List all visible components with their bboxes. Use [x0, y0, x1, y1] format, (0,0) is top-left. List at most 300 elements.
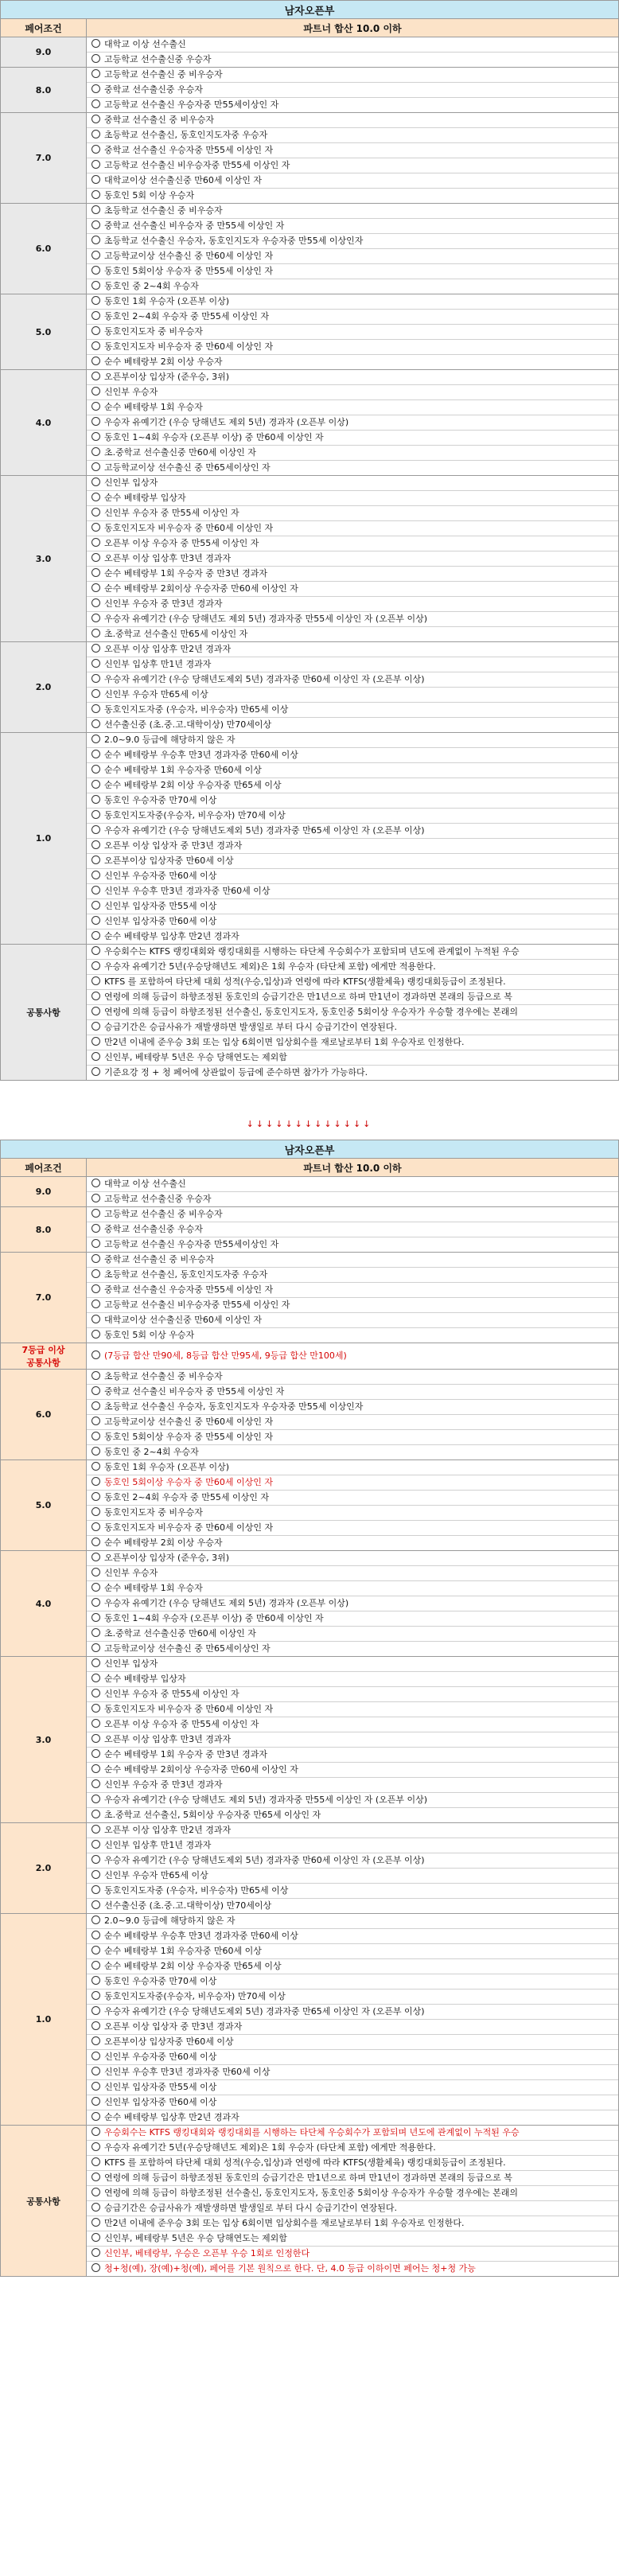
condition-item	[87, 1460, 618, 1475]
condition-text: (7등급 합산 만90세, 8등급 합산 만95세, 9등급 합산 만100세)	[104, 1350, 347, 1361]
condition-text: 중학교 선수출신 우승자중 만55세 이상인 자	[104, 1284, 274, 1295]
circle-bullet-icon	[91, 99, 100, 108]
condition-text: 순수 베테랑부 2회이상 우승자중 만60세 이상인 자	[104, 583, 298, 594]
condition-text: 초등학교 선수출신 중 비우승자	[104, 1371, 223, 1382]
circle-bullet-icon	[91, 115, 100, 123]
condition-text: 순수 베테랑부 2회이상 우승자중 만60세 이상인 자	[104, 1764, 298, 1775]
condition-item	[87, 1222, 618, 1237]
condition-item	[87, 1298, 618, 1313]
condition-text: 고등학교 선수출신중 우승자	[104, 1194, 212, 1204]
condition-item	[87, 264, 618, 279]
grade-label: 7등급 이상 공통사항	[1, 1343, 87, 1370]
condition-item	[87, 1596, 618, 1611]
circle-bullet-icon	[91, 553, 100, 562]
circle-bullet-icon	[91, 719, 100, 728]
condition-text: 고등학교 선수출신 비우승자중 만55세 이상인 자	[104, 1300, 290, 1310]
condition-text: 순수 베테랑부 1회 우승자 중 만3년 경과자	[104, 1749, 267, 1760]
circle-bullet-icon	[91, 1689, 100, 1697]
condition-text: 신인부, 베테랑부 5년은 우승 당해연도는 제외함	[104, 1052, 287, 1062]
condition-item	[87, 1283, 618, 1298]
condition-text: 동호인 5회 이상 우승자	[104, 1330, 195, 1340]
condition-item	[87, 158, 618, 173]
condition-item	[87, 1005, 618, 1020]
circle-bullet-icon	[91, 1417, 100, 1425]
grade-label: 1.0	[1, 1914, 87, 2126]
condition-item	[87, 294, 618, 310]
condition-text: 초.중학교 선수출신중 만60세 이상인 자	[104, 1628, 256, 1639]
condition-item	[87, 340, 618, 355]
circle-bullet-icon	[91, 190, 100, 199]
condition-text: 우승자 유예기간 (우승 당해년도제외 5년) 경과자중 만60세 이상인 자 (오픈부 이상)	[104, 1855, 425, 1865]
table-title: 남자오픈부	[1, 1, 619, 19]
circle-bullet-icon	[91, 2203, 100, 2212]
condition-text: 대학교 이상 선수출신	[104, 39, 186, 49]
condition-text: 오픈부 이상 입상후 만3년 경과자	[104, 553, 232, 563]
condition-item	[87, 249, 618, 264]
circle-bullet-icon	[91, 1598, 100, 1607]
circle-bullet-icon	[91, 1447, 100, 1456]
circle-bullet-icon	[91, 1432, 100, 1440]
circle-bullet-icon	[91, 2142, 100, 2151]
grade-label: 공통사항	[1, 945, 87, 1081]
circle-bullet-icon	[91, 69, 100, 78]
condition-item	[87, 1687, 618, 1702]
condition-text: 중학교 선수출신중 우승자	[104, 1224, 203, 1234]
grade-row	[1, 1460, 619, 1551]
circle-bullet-icon	[91, 130, 100, 138]
condition-text: 연령에 의해 등급이 하향조정된 선수출신, 동호인지도자, 동호인중 5회이상 우승자가 우승할 경우에는 본래의	[104, 1007, 518, 1017]
circle-bullet-icon	[91, 976, 100, 985]
circle-bullet-icon	[91, 1855, 100, 1864]
circle-bullet-icon	[91, 946, 100, 955]
grade-label: 9.0	[1, 1177, 87, 1207]
circle-bullet-icon	[91, 780, 100, 789]
condition-text: 오픈부이상 입상자중 만60세 이상	[104, 2036, 234, 2047]
condition-item	[87, 143, 618, 158]
grade-conditions	[87, 204, 619, 294]
condition-text: 초.중학교 선수출신, 5회이상 우승자중 만65세 이상인 자	[104, 1810, 321, 1820]
condition-text: 기준요강 정 + 청 페어에 상관없이 등급에 준수하면 참가가 가능하다.	[104, 1067, 368, 1078]
circle-bullet-icon	[91, 825, 100, 834]
condition-text: 중학교 선수출신 비우승자 중 만55세 이상인 자	[104, 1386, 285, 1397]
condition-text: 신인부 우승자 중 만55세 이상인 자	[104, 1689, 239, 1699]
condition-text: 신인부 입상자	[104, 477, 158, 488]
condition-item	[87, 975, 618, 990]
condition-text: 동호인 우승자중 만70세 이상	[104, 1976, 217, 1986]
condition-item	[87, 1732, 618, 1748]
condition-item	[87, 355, 618, 369]
condition-item	[87, 869, 618, 884]
condition-text: KTFS 를 포함하여 타단체 대회 성적(우승,입상)과 연령에 따라 KTFS(생활체육) 랭킹대회등급이 조정된다.	[104, 2157, 506, 2168]
grade-row	[1, 204, 619, 294]
condition-item	[87, 1611, 618, 1627]
condition-text: 동호인지도자 중 비우승자	[104, 1507, 203, 1518]
circle-bullet-icon	[91, 1350, 100, 1359]
condition-text: 오픈부이상 입상자 (준우승, 3위)	[104, 1553, 230, 1563]
condition-text: 동호인 1~4회 우승자 (오픈부 이상) 중 만60세 이상인 자	[104, 432, 324, 442]
grade-conditions	[87, 1253, 619, 1343]
condition-text: 순수 베테랑부 1회 우승자중 만60세 이상	[104, 1946, 262, 1956]
condition-item	[87, 1445, 618, 1459]
condition-text: 신인부 우승자 만65세 이상	[104, 1870, 208, 1880]
grade-conditions	[87, 37, 619, 68]
condition-item	[87, 1974, 618, 1989]
condition-item	[87, 98, 618, 112]
condition-item	[87, 703, 618, 718]
circle-bullet-icon	[91, 1007, 100, 1015]
condition-text: 순수 베테랑부 2회 이상 우승자	[104, 1537, 223, 1548]
circle-bullet-icon	[91, 2112, 100, 2121]
circle-bullet-icon	[91, 2173, 100, 2181]
circle-bullet-icon	[91, 1674, 100, 1682]
condition-item	[87, 219, 618, 234]
condition-text: 동호인지도자 중 비우승자	[104, 326, 203, 337]
grade-row	[1, 733, 619, 945]
circle-bullet-icon	[91, 2127, 100, 2136]
condition-item	[87, 748, 618, 763]
condition-text: 동호인 1회 우승자 (오픈부 이상)	[104, 1462, 230, 1472]
condition-text: 오픈부 이상 입상후 만2년 경과자	[104, 1825, 232, 1835]
condition-text: 우승자 유예기간 5년(우승당해년도 제외)은 1회 우승자 (타단체 포함) 에게만 적용한다.	[104, 2142, 436, 2153]
condition-text: 동호인 중 2~4회 우승자	[104, 1447, 199, 1457]
condition-item	[87, 1657, 618, 1672]
condition-text: 동호인 1~4회 우승자 (오픈부 이상) 중 만60세 이상인 자	[104, 1613, 324, 1623]
grade-label: 7.0	[1, 1253, 87, 1343]
condition-text: 우승자 유예기간 5년(우승당해년도 제외)은 1회 우승자 (타단체 포함) 에게만 적용한다.	[104, 961, 436, 972]
condition-text: 초등학교 선수출신 우승자, 동호인지도자 우승자중 만55세 이상인자	[104, 1401, 364, 1412]
condition-item	[87, 536, 618, 551]
condition-item	[87, 1253, 618, 1268]
circle-bullet-icon	[91, 357, 100, 365]
header-pair-condition: 페어조건	[1, 1159, 87, 1177]
circle-bullet-icon	[91, 2233, 100, 2242]
circle-bullet-icon	[91, 1840, 100, 1849]
condition-item	[87, 824, 618, 839]
circle-bullet-icon	[91, 387, 100, 396]
condition-item	[87, 2186, 618, 2201]
condition-text: 중학교 선수출신 비우승자 중 만55세 이상인 자	[104, 220, 285, 231]
condition-item	[87, 1944, 618, 1959]
circle-bullet-icon	[91, 961, 100, 970]
condition-item	[87, 839, 618, 854]
grade-row	[1, 113, 619, 204]
condition-item	[87, 763, 618, 778]
condition-text: 신인부 입상후 만1년 경과자	[104, 659, 212, 669]
condition-item	[87, 1853, 618, 1869]
condition-item	[87, 173, 618, 189]
circle-bullet-icon	[91, 1194, 100, 1202]
condition-text: 우승회수는 KTFS 랭킹대회와 랭킹대회를 시행하는 타단체 우승회수가 포함되며 년도에 관계없이 누적된 우승	[104, 946, 520, 957]
condition-item	[87, 778, 618, 793]
condition-item	[87, 400, 618, 415]
condition-text: 순수 베테랑부 우승후 만3년 경과자중 만60세 이상	[104, 750, 298, 760]
condition-text: 동호인지도자 비우승자 중 만60세 이상인 자	[104, 523, 274, 533]
circle-bullet-icon	[91, 1885, 100, 1894]
circle-bullet-icon	[91, 704, 100, 713]
circle-bullet-icon	[91, 2248, 100, 2257]
condition-text: 신인부 우승후 만3년 경과자중 만60세 이상	[104, 2067, 271, 2077]
condition-item	[87, 642, 618, 657]
condition-item	[87, 1838, 618, 1853]
condition-text: 오픈부 이상 입상후 만3년 경과자	[104, 1734, 232, 1744]
circle-bullet-icon	[91, 735, 100, 743]
circle-bullet-icon	[91, 1704, 100, 1713]
condition-item	[87, 1385, 618, 1400]
circle-bullet-icon	[91, 1401, 100, 1410]
condition-item	[87, 1370, 618, 1385]
condition-text: 순수 베테랑부 2회 이상 우승자중 만65세 이상	[104, 780, 282, 790]
condition-item	[87, 2110, 618, 2125]
grade-conditions	[87, 476, 619, 642]
condition-item	[87, 1192, 618, 1206]
grade-conditions	[87, 945, 619, 1081]
condition-text: 우승자 유예기간 (우승 당해년도제외 5년) 경과자중 만65세 이상인 자 (오픈부 이상)	[104, 2006, 425, 2017]
circle-bullet-icon	[91, 462, 100, 471]
condition-text: 동호인 2~4회 우승자 중 만55세 이상인 자	[104, 1492, 269, 1502]
condition-text: 승급기간은 승급사유가 재발생하면 발생일로 부터 다시 승급기간이 연장된다.	[104, 2203, 398, 2213]
grade-label: 2.0	[1, 642, 87, 733]
condition-item	[87, 929, 618, 944]
grade-conditions	[87, 1657, 619, 1823]
grade-row	[1, 945, 619, 1081]
condition-text: 순수 베테랑부 1회 우승자	[104, 402, 203, 412]
condition-text: 신인부 우승후 만3년 경과자중 만60세 이상	[104, 886, 271, 896]
condition-item	[87, 370, 618, 385]
grade-conditions	[87, 1207, 619, 1253]
condition-item	[87, 854, 618, 869]
condition-text: 오픈부이상 입상자중 만60세 이상	[104, 855, 234, 866]
condition-text: 대학교이상 선수출신중 만60세 이상인 자	[104, 1315, 262, 1325]
condition-item	[87, 1763, 618, 1778]
condition-text: 만2년 이내에 준우승 3회 또는 입상 6회이면 입상회수를 재로날로부터 1회 우승자로 인정한다.	[104, 2218, 465, 2228]
circle-bullet-icon	[91, 1386, 100, 1395]
condition-item	[87, 1627, 618, 1642]
circle-bullet-icon	[91, 447, 100, 456]
condition-item	[87, 415, 618, 431]
condition-text: 동호인지도자 비우승자 중 만60세 이상인 자	[104, 1522, 274, 1533]
condition-text: 청+청(예), 장(예)+청(예), 페어를 기본 원칙으로 한다. 단, 4.0 등급 이하이면 페어는 청+청 가능	[104, 2263, 476, 2274]
circle-bullet-icon	[91, 1224, 100, 1233]
condition-text: 동호인지도자중(우승자, 비우승자) 만70세 이상	[104, 1991, 286, 2001]
circle-bullet-icon	[91, 160, 100, 169]
grade-label: 2.0	[1, 1823, 87, 1914]
circle-bullet-icon	[91, 1052, 100, 1061]
circle-bullet-icon	[91, 145, 100, 154]
grade-conditions	[87, 1177, 619, 1207]
condition-item	[87, 1959, 618, 1974]
circle-bullet-icon	[91, 1239, 100, 1248]
grade-row	[1, 1253, 619, 1343]
condition-item	[87, 612, 618, 627]
condition-text: 우승자 유예기간 (우승 당해년도 제외 5년) 경과자중 만55세 이상인 자 (오픈부 이상)	[104, 1795, 428, 1805]
condition-item	[87, 325, 618, 340]
grade-conditions	[87, 1460, 619, 1551]
condition-item	[87, 476, 618, 491]
circle-bullet-icon	[91, 644, 100, 653]
grade-conditions	[87, 2126, 619, 2277]
circle-bullet-icon	[91, 1583, 100, 1592]
circle-bullet-icon	[91, 1946, 100, 1954]
rating-table	[0, 0, 619, 1081]
grade-conditions	[87, 733, 619, 945]
condition-item	[87, 2020, 618, 2035]
grade-row	[1, 1914, 619, 2126]
header-partner-sum: 파트너 합산 10.0 이하	[87, 19, 619, 37]
condition-text: 동호인 5회이상 우승자 중 만55세 이상인 자	[104, 1432, 273, 1442]
grade-conditions	[87, 294, 619, 370]
circle-bullet-icon	[91, 1462, 100, 1471]
condition-item	[87, 1672, 618, 1687]
condition-text: 초등학교 선수출신, 동호인지도자중 우승자	[104, 130, 268, 140]
condition-text: 순수 베테랑부 입상자	[104, 493, 186, 503]
condition-item	[87, 2005, 618, 2020]
grade-row	[1, 476, 619, 642]
grade-conditions	[87, 1914, 619, 2126]
condition-text: 우승자 유예기간 (우승 당해년도 제외 5년) 경과자 (오픈부 이상)	[104, 1598, 349, 1608]
grade-label: 9.0	[1, 37, 87, 68]
condition-item	[87, 310, 618, 325]
condition-item	[87, 990, 618, 1005]
table-title: 남자오픈부	[1, 1140, 619, 1159]
condition-text: 고등학교 선수출신 중 비우승자	[104, 69, 223, 80]
condition-text: 신인부 우승자 중 만55세 이상인 자	[104, 508, 239, 518]
circle-bullet-icon	[91, 1371, 100, 1380]
condition-text: 대학교이상 선수출신중 만60세 이상인 자	[104, 175, 262, 185]
grade-label: 8.0	[1, 68, 87, 113]
condition-item	[87, 1989, 618, 2005]
condition-item	[87, 733, 618, 748]
circle-bullet-icon	[91, 296, 100, 305]
grade-row	[1, 642, 619, 733]
circle-bullet-icon	[91, 2157, 100, 2166]
condition-text: 신인부 입상후 만1년 경과자	[104, 1840, 212, 1850]
condition-text: 신인부 입상자중 만55세 이상	[104, 2082, 217, 2092]
condition-item	[87, 279, 618, 294]
condition-text: 고등학교 선수출신 비우승자중 만55세 이상인 자	[104, 160, 290, 170]
condition-item	[87, 1717, 618, 1732]
circle-bullet-icon	[91, 1870, 100, 1879]
condition-text: 동호인지도자중 (우승자, 비우승자) 만65세 이상	[104, 1885, 289, 1896]
circle-bullet-icon	[91, 1254, 100, 1263]
condition-text: 연령에 의해 등급이 하향조정된 동호인의 승급기간은 만1년으로 하며 만1년이 경과하면 본래의 등급으로 복	[104, 992, 512, 1002]
grade-label: 5.0	[1, 1460, 87, 1551]
condition-item	[87, 1581, 618, 1596]
circle-bullet-icon	[91, 1179, 100, 1187]
circle-bullet-icon	[91, 236, 100, 244]
condition-item	[87, 2201, 618, 2216]
condition-item	[87, 945, 618, 960]
circle-bullet-icon	[91, 54, 100, 63]
circle-bullet-icon	[91, 1749, 100, 1758]
circle-bullet-icon	[91, 1022, 100, 1031]
condition-text: 순수 베테랑부 1회 우승자 중 만3년 경과자	[104, 568, 267, 579]
grade-conditions	[87, 1370, 619, 1460]
condition-text: 우승회수는 KTFS 랭킹대회와 랭킹대회를 시행하는 타단체 우승회수가 포함되며 년도에 관계없이 누적된 우승	[104, 2127, 520, 2138]
circle-bullet-icon	[91, 402, 100, 411]
circle-bullet-icon	[91, 674, 100, 683]
condition-item	[87, 1349, 618, 1363]
condition-item	[87, 1808, 618, 1822]
condition-text: 고등학교 선수출신중 우승자	[104, 54, 212, 64]
circle-bullet-icon	[91, 1507, 100, 1516]
condition-text: 순수 베테랑부 2회 이상 우승자중 만65세 이상	[104, 1961, 282, 1971]
condition-item	[87, 1207, 618, 1222]
condition-item	[87, 793, 618, 809]
grade-label: 6.0	[1, 204, 87, 294]
circle-bullet-icon	[91, 2021, 100, 2030]
condition-text: 순수 베테랑부 2회 이상 우승자	[104, 357, 223, 367]
condition-text: 승급기간은 승급사유가 재발생하면 발생일로 부터 다시 승급기간이 연장된다.	[104, 1022, 398, 1032]
condition-text: KTFS 를 포함하여 타단체 대회 성적(우승,입상)과 연령에 따라 KTFS(생활체육) 랭킹대회등급이 조정된다.	[104, 976, 506, 987]
circle-bullet-icon	[91, 2006, 100, 2015]
condition-text: 중학교 선수출신 중 비우승자	[104, 115, 215, 125]
condition-item	[87, 1020, 618, 1035]
circle-bullet-icon	[91, 1037, 100, 1046]
condition-text: 오픈부이상 입상자 (준우승, 3위)	[104, 372, 230, 382]
circle-bullet-icon	[91, 598, 100, 607]
condition-text: 오픈부 이상 입상후 만2년 경과자	[104, 644, 232, 654]
circle-bullet-icon	[91, 583, 100, 592]
condition-item	[87, 2035, 618, 2050]
circle-bullet-icon	[91, 1477, 100, 1486]
condition-item	[87, 718, 618, 732]
condition-item	[87, 1551, 618, 1566]
header-pair-condition: 페어조건	[1, 19, 87, 37]
grade-row	[1, 1370, 619, 1460]
condition-item	[87, 2080, 618, 2095]
condition-item	[87, 2262, 618, 2276]
grade-row	[1, 1177, 619, 1207]
circle-bullet-icon	[91, 1961, 100, 1970]
condition-item	[87, 2065, 618, 2080]
condition-item	[87, 1869, 618, 1884]
condition-text: 우승자 유예기간 (우승 당해년도 제외 5년) 경과자중 만55세 이상인 자 (오픈부 이상)	[104, 614, 428, 624]
condition-text: 우승자 유예기간 (우승 당해년도제외 5년) 경과자중 만60세 이상인 자 (오픈부 이상)	[104, 674, 425, 684]
grade-conditions	[87, 113, 619, 204]
condition-item	[87, 567, 618, 582]
condition-item	[87, 1050, 618, 1066]
circle-bullet-icon	[91, 1764, 100, 1773]
circle-bullet-icon	[91, 311, 100, 320]
circle-bullet-icon	[91, 1976, 100, 1985]
circle-bullet-icon	[91, 629, 100, 637]
condition-item	[87, 1566, 618, 1581]
condition-item	[87, 551, 618, 567]
grade-label: 6.0	[1, 1370, 87, 1460]
circle-bullet-icon	[91, 855, 100, 864]
condition-text: 우승자 유예기간 (우승 당해년도제외 5년) 경과자중 만65세 이상인 자 (오픈부 이상)	[104, 825, 425, 836]
condition-item	[87, 1521, 618, 1536]
condition-text: 2.0~9.0 등급에 해당하지 않은 자	[104, 735, 236, 745]
circle-bullet-icon	[91, 205, 100, 214]
circle-bullet-icon	[91, 1067, 100, 1076]
condition-text: 초등학교 선수출신 중 비우승자	[104, 205, 223, 216]
circle-bullet-icon	[91, 1734, 100, 1743]
condition-item	[87, 113, 618, 128]
condition-item	[87, 204, 618, 219]
separator-arrows: ↓↓↓↓↓↓↓↓↓↓↓↓↓	[246, 1119, 373, 1129]
condition-item	[87, 1778, 618, 1793]
circle-bullet-icon	[91, 1810, 100, 1818]
condition-item	[87, 809, 618, 824]
condition-item	[87, 672, 618, 688]
condition-item	[87, 2171, 618, 2186]
circle-bullet-icon	[91, 1284, 100, 1293]
circle-bullet-icon	[91, 1315, 100, 1323]
circle-bullet-icon	[91, 1492, 100, 1501]
circle-bullet-icon	[91, 326, 100, 335]
condition-text: 고등학교이상 선수출신 중 만60세 이상인 자	[104, 1417, 274, 1427]
